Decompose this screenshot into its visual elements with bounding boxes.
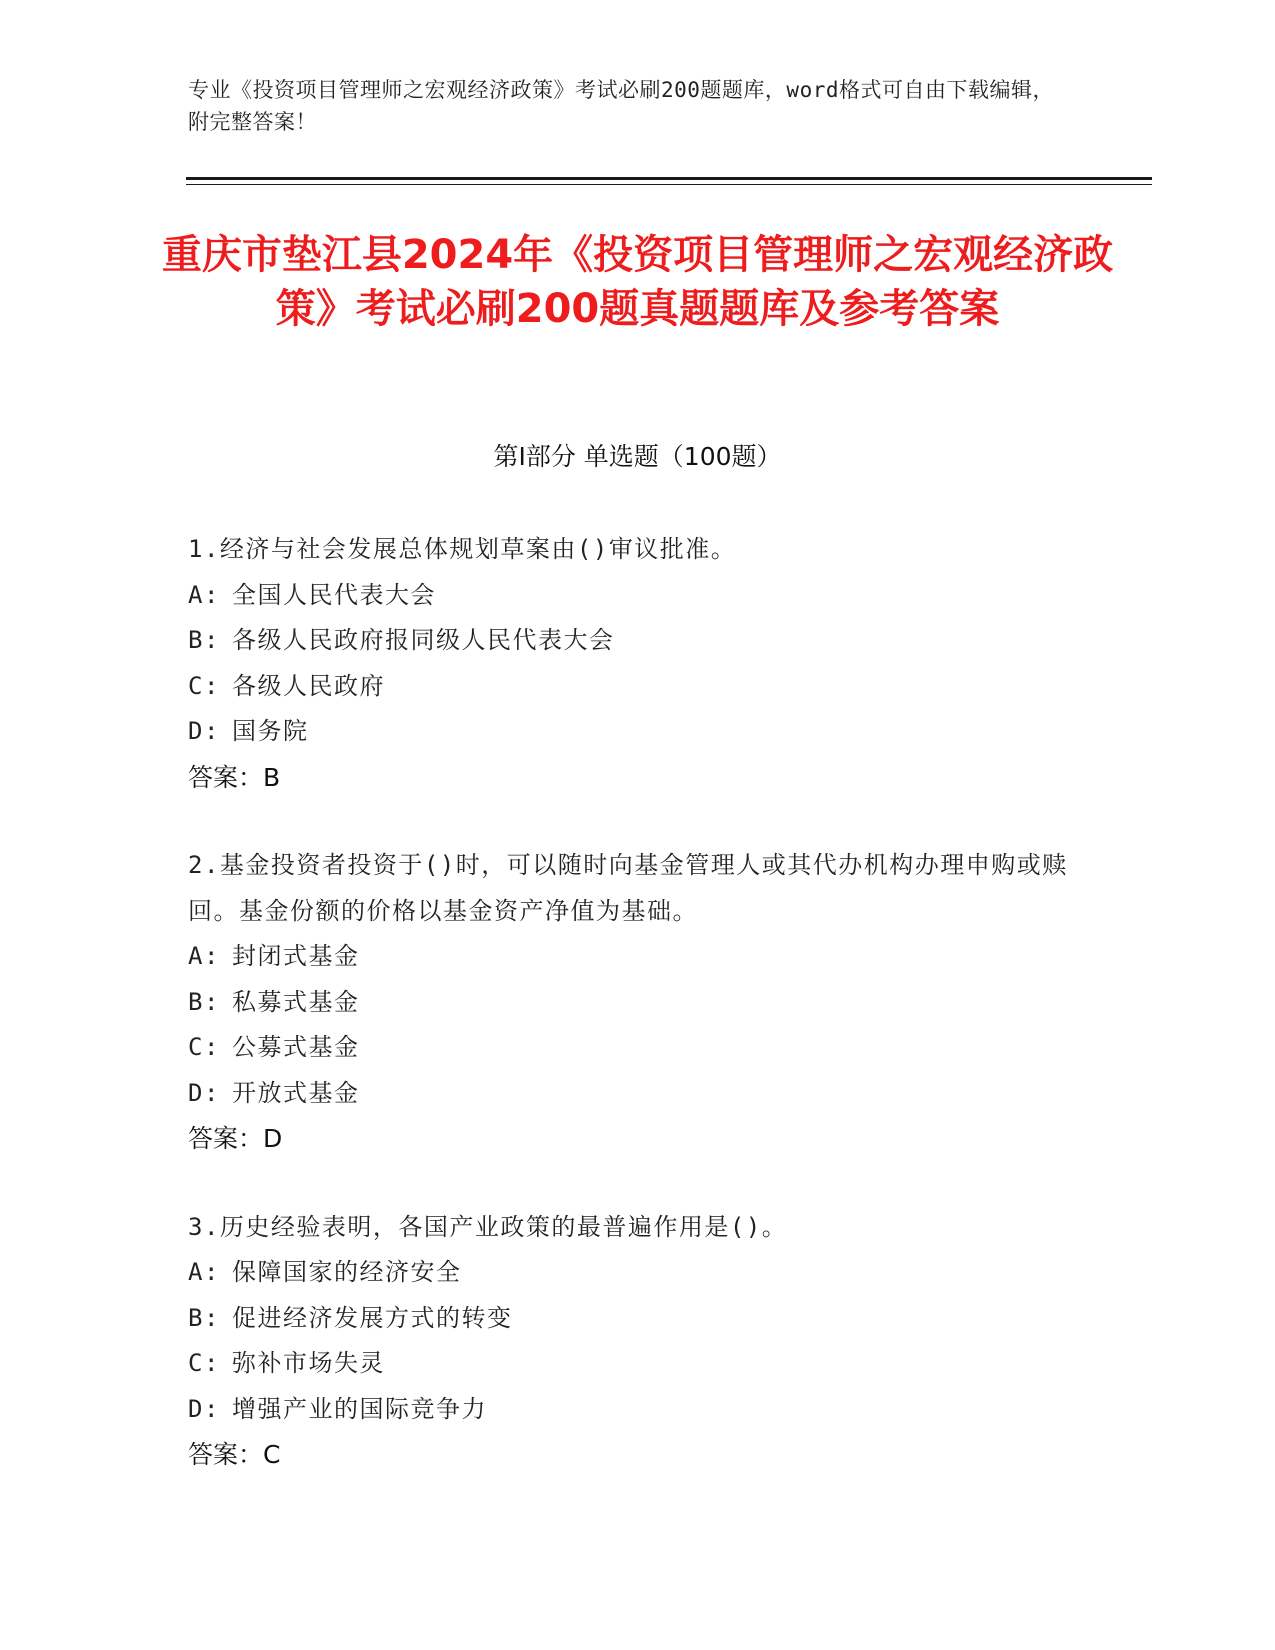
option-key: A: [188, 1258, 220, 1286]
option-key: A: [188, 580, 220, 609]
option-b [188, 980, 1088, 1026]
option-key: B: [188, 987, 220, 1016]
option-text: 公募式基金 [232, 1033, 360, 1061]
option-b [188, 1296, 1088, 1342]
option-a [188, 573, 1088, 619]
header-divider-thin [186, 184, 1152, 185]
question-text: 2.基金投资者投资于()时，可以随时向基金管理人或其代办机构办理申购或赎回。基金份额的价格以基金资产净值为基础。 [188, 851, 1068, 925]
answer-line: 答案：D [188, 1124, 283, 1153]
option-text: 全国人民代表大会 [232, 580, 436, 609]
option-text: 国务院 [232, 717, 309, 745]
option-key: A: [188, 942, 220, 970]
option-text: 弥补市场失灵 [232, 1349, 385, 1377]
option-key: C: [188, 1349, 220, 1377]
answer-line: 答案：C [188, 1440, 281, 1469]
option-d [188, 1387, 1088, 1433]
question-1 [188, 527, 1088, 800]
document-title: 重庆市垫江县2024年《投资项目管理师之宏观经济政策》考试必刷200题真题题库及参考答案 [161, 232, 1114, 332]
header-divider-thick [186, 177, 1152, 180]
question-list [188, 527, 1088, 1521]
question-text: 1.经济与社会发展总体规划草案由()审议批准。 [188, 535, 737, 563]
option-c [188, 1341, 1088, 1387]
option-key: D: [188, 1078, 220, 1107]
option-c [188, 1025, 1088, 1071]
option-text: 保障国家的经济安全 [232, 1258, 462, 1286]
option-key: D: [188, 717, 220, 745]
question-2 [188, 843, 1088, 1162]
option-text: 私募式基金 [232, 987, 360, 1016]
option-text: 各级人民政府报同级人民代表大会 [232, 626, 615, 654]
header-note: 专业《投资项目管理师之宏观经济政策》考试必刷200题题库，word格式可自由下载编辑，附完整答案！ [188, 78, 1054, 134]
question-3 [188, 1205, 1088, 1478]
option-key: D: [188, 1394, 220, 1423]
option-d [188, 1071, 1088, 1117]
option-text: 增强产业的国际竞争力 [232, 1394, 487, 1423]
section-heading: 第I部分 单选题（100题） [493, 442, 782, 471]
option-key: C: [188, 1033, 220, 1061]
option-text: 促进经济发展方式的转变 [232, 1303, 513, 1332]
option-key: B: [188, 1303, 220, 1332]
question-text: 3.历史经验表明，各国产业政策的最普遍作用是()。 [188, 1212, 788, 1241]
option-a [188, 1250, 1088, 1296]
option-d [188, 709, 1088, 755]
option-b [188, 618, 1088, 664]
option-a [188, 934, 1088, 980]
option-text: 各级人民政府 [232, 671, 385, 700]
option-key: C: [188, 671, 220, 700]
option-key: B: [188, 626, 220, 654]
option-text: 封闭式基金 [232, 942, 360, 970]
option-text: 开放式基金 [232, 1078, 360, 1107]
answer-line: 答案：B [188, 762, 281, 792]
option-c [188, 664, 1088, 710]
